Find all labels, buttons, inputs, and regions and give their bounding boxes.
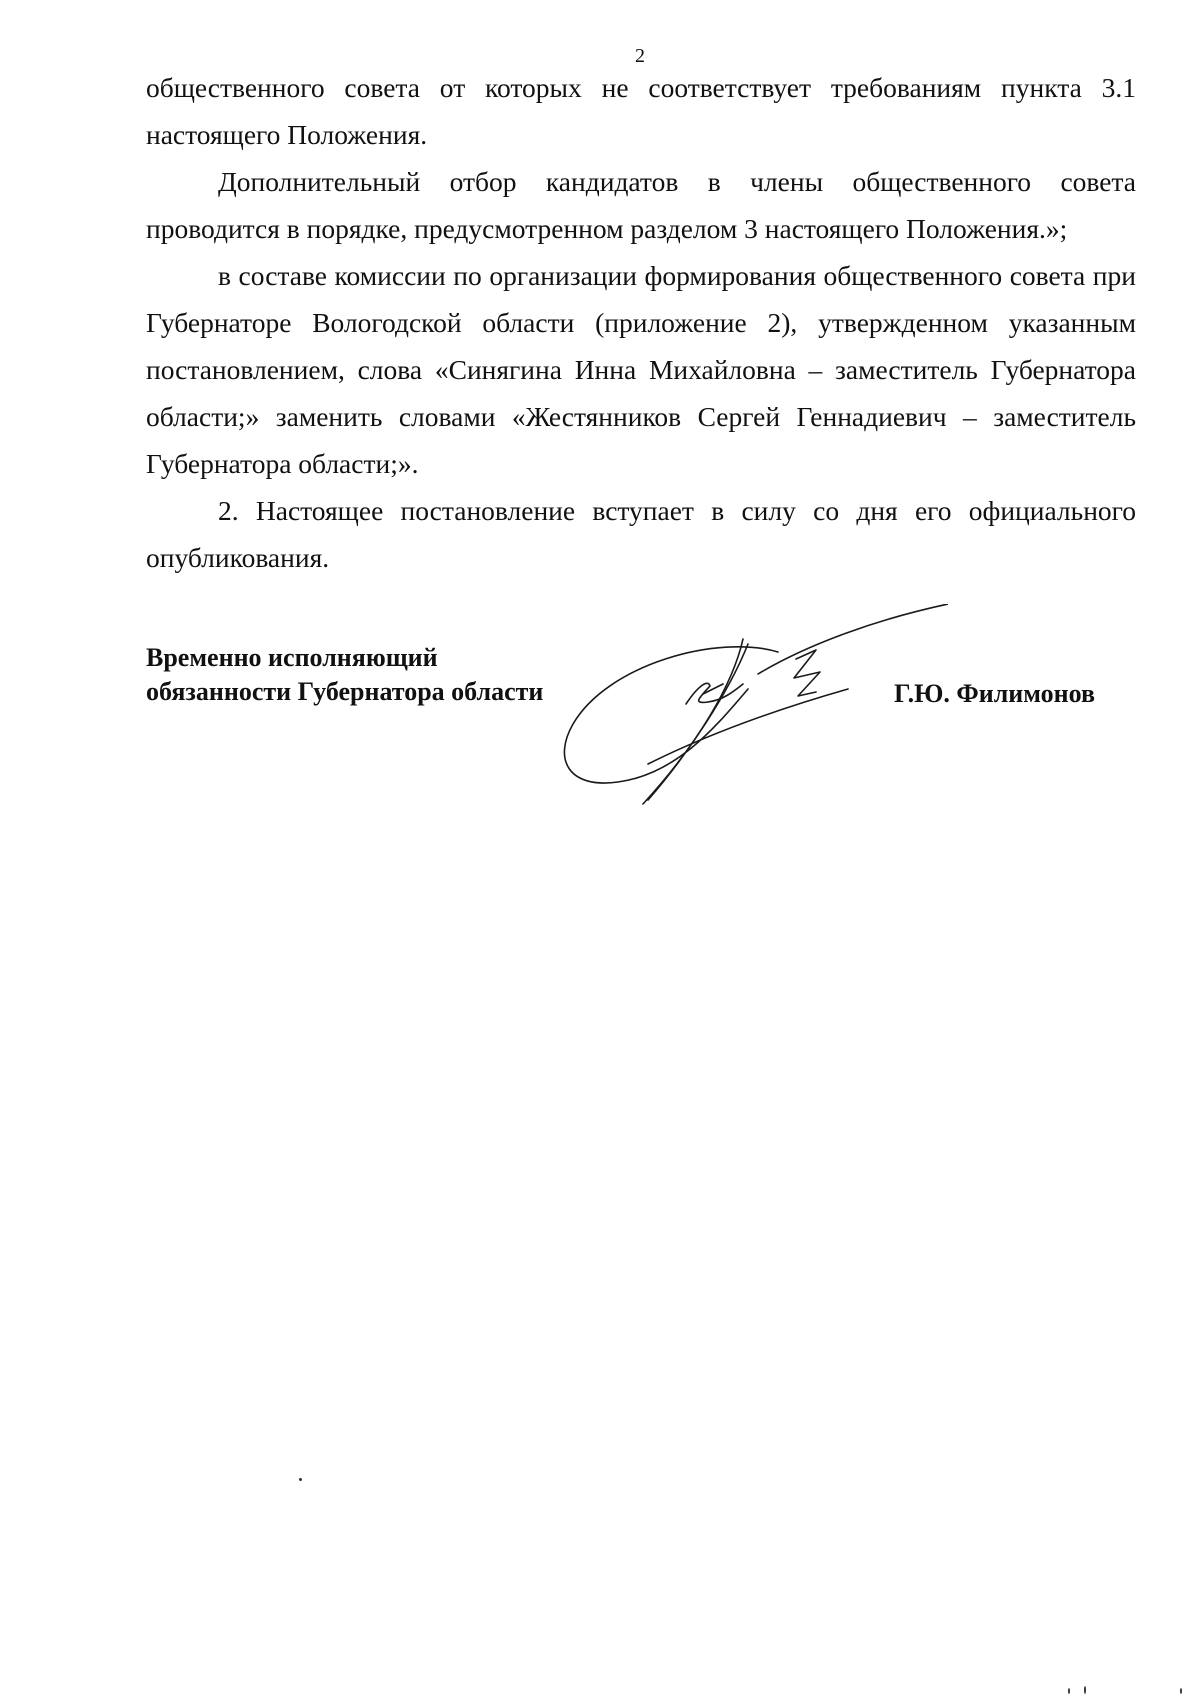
paragraph-entry-into-force: 2. Настоящее постановление вступает в силу со дня его официального опубликования.	[146, 495, 1136, 573]
document-body	[146, 64, 1136, 581]
scan-speck	[1180, 1688, 1182, 1694]
signatory-name: Г.Ю. Филимонов	[894, 679, 1096, 708]
page-number: 2	[635, 45, 645, 67]
signatory-position-line1: Временно исполняющий	[146, 643, 438, 672]
handwritten-signature-icon	[548, 604, 948, 814]
scan-speck	[1084, 1686, 1086, 1694]
scan-speck	[1068, 1688, 1070, 1694]
paragraph-commission-amendment: в составе комиссии по организации формирования общественного совета при Губернаторе Вологодской области (приложение 2), утвержденном указанным постановлением, слова «Синягина Инна Михайловна – заместитель Губернатора области;» заменить словами «Жестянников Сергей Геннадиевич – заместитель Губернатора области;».	[146, 260, 1136, 479]
scan-speck	[299, 1478, 302, 1481]
paragraph-additional-selection: Дополнительный отбор кандидатов в члены общественного совета проводится в порядке, предусмотренном разделом 3 настоящего Положения.»;	[146, 166, 1136, 244]
paragraph-continuation: общественного совета от которых не соответствует требованиям пункта 3.1 настоящего Положения.	[146, 72, 1136, 150]
signatory-position-line2: обязанности Губернатора области	[146, 677, 544, 706]
signatory-position	[146, 641, 543, 709]
